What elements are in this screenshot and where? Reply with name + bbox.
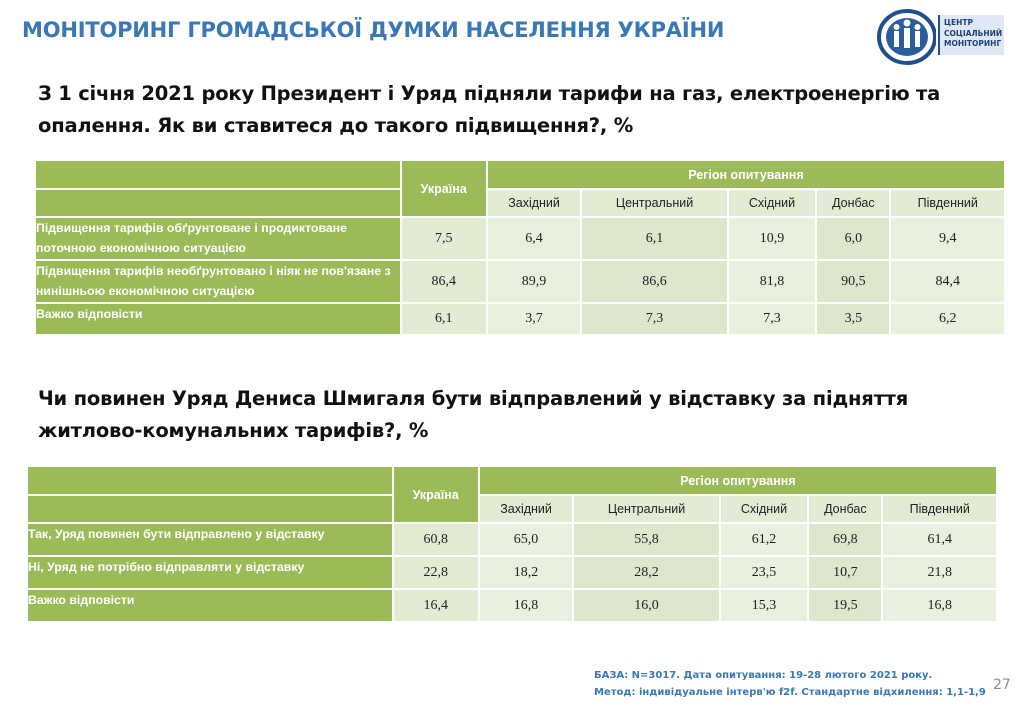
- column-header-ukraine: Україна: [402, 161, 486, 216]
- table-row: [36, 218, 1004, 259]
- footer-method: Метод: індивідуальне інтерв'ю f2f. Стандартне відхилення: 1,1-1,9: [594, 687, 986, 698]
- column-header-region: Регіон опитування: [480, 467, 996, 494]
- row-label: Важко відповісти: [36, 304, 400, 334]
- column-header-east: Східний: [721, 496, 807, 522]
- row-label: Так, Уряд повинен бути відправлено у відставку: [28, 524, 392, 555]
- column-header-region: Регіон опитування: [488, 161, 1004, 188]
- table-cell: 55,8: [574, 524, 719, 555]
- cell-ukraine: 6,1: [402, 304, 486, 334]
- survey-table-1: [34, 159, 1006, 336]
- table-cell: 10,7: [809, 557, 881, 588]
- table-cell: 7,3: [729, 304, 815, 334]
- table-header-blank: [36, 161, 400, 188]
- table-cell: 3,7: [488, 304, 580, 334]
- table-cell: 89,9: [488, 261, 580, 302]
- table-cell: 81,8: [729, 261, 815, 302]
- row-label: Підвищення тарифів обґрунтоване і продиктоване поточною економічною ситуацією: [36, 218, 400, 259]
- survey-table-2: [26, 465, 998, 623]
- table-cell: 90,5: [817, 261, 889, 302]
- table-cell: 28,2: [574, 557, 719, 588]
- table-cell: 61,4: [883, 524, 996, 555]
- cell-ukraine: 86,4: [402, 261, 486, 302]
- cell-ukraine: 16,4: [394, 590, 478, 621]
- table-cell: 65,0: [480, 524, 572, 555]
- table-row: [36, 304, 1004, 334]
- table-cell: 6,1: [582, 218, 727, 259]
- row-label: Ні, Уряд не потрібно відправляти у відставку: [28, 557, 392, 588]
- table-cell: 6,0: [817, 218, 889, 259]
- cell-ukraine: 22,8: [394, 557, 478, 588]
- question-2-title: Чи повинен Уряд Дениса Шмигаля бути відправлений у відставку за підняття житлово-комунальних тарифів?, %: [38, 387, 909, 442]
- table-header-blank: [28, 467, 392, 494]
- page-header-title: МОНІТОРИНГ ГРОМАДСЬКОЇ ДУМКИ НАСЕЛЕННЯ УКРАЇНИ: [22, 18, 725, 42]
- table-row: [28, 590, 996, 621]
- table-cell: 21,8: [883, 557, 996, 588]
- column-header-donbas: Донбас: [809, 496, 881, 522]
- table-header-blank: [28, 496, 392, 522]
- table-cell: 7,3: [582, 304, 727, 334]
- column-header-center: Центральний: [574, 496, 719, 522]
- table-cell: 15,3: [721, 590, 807, 621]
- table-cell: 23,5: [721, 557, 807, 588]
- page-number: 27: [993, 677, 1011, 693]
- cell-ukraine: 7,5: [402, 218, 486, 259]
- row-label: Важко відповісти: [28, 590, 392, 621]
- table-cell: 61,2: [721, 524, 807, 555]
- column-header-donbas: Донбас: [817, 190, 889, 216]
- footer-note: [594, 667, 986, 701]
- table-cell: 16,8: [883, 590, 996, 621]
- table-cell: 10,9: [729, 218, 815, 259]
- row-label: Підвищення тарифів необґрунтовано і ніяк не пов'язане з нинішньою економічною ситуацією: [36, 261, 400, 302]
- table-row: [28, 524, 996, 555]
- question-1-title: З 1 січня 2021 року Президент і Уряд підняли тарифи на газ, електроенергію та опалення. Як ви ставитеся до такого підвищення?, %: [38, 82, 941, 137]
- table-cell: 16,8: [480, 590, 572, 621]
- table-cell: 69,8: [809, 524, 881, 555]
- column-header-east: Східний: [729, 190, 815, 216]
- logo-text: ЦЕНТР СОЦІАЛЬНИЙ МОНІТОРИНГ: [938, 15, 1004, 55]
- logo-emblem-icon: [876, 9, 936, 65]
- table-cell: 6,4: [488, 218, 580, 259]
- footer-base: БАЗА: N=3017. Дата опитування: 19-28 лютого 2021 року.: [594, 670, 933, 681]
- table-header-blank: [36, 190, 400, 216]
- table-cell: 84,4: [891, 261, 1004, 302]
- column-header-center: Центральний: [582, 190, 727, 216]
- column-header-west: Західний: [480, 496, 572, 522]
- cell-ukraine: 60,8: [394, 524, 478, 555]
- column-header-south: Південний: [891, 190, 1004, 216]
- table-cell: 16,0: [574, 590, 719, 621]
- table-cell: 19,5: [809, 590, 881, 621]
- organization-logo: [876, 8, 1005, 66]
- table-cell: 18,2: [480, 557, 572, 588]
- table-cell: 6,2: [891, 304, 1004, 334]
- table-cell: 9,4: [891, 218, 1004, 259]
- table-row: [36, 261, 1004, 302]
- table-cell: 3,5: [817, 304, 889, 334]
- column-header-south: Південний: [883, 496, 996, 522]
- column-header-west: Західний: [488, 190, 580, 216]
- table-cell: 86,6: [582, 261, 727, 302]
- table-row: [28, 557, 996, 588]
- column-header-ukraine: Україна: [394, 467, 478, 522]
